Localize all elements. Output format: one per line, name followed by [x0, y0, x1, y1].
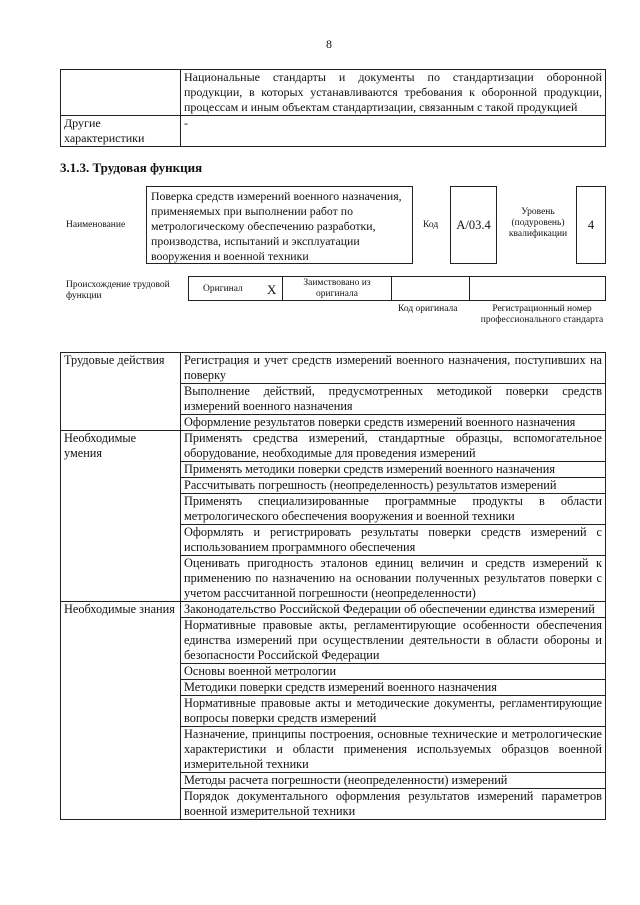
table-row [61, 431, 606, 462]
skill-item: Оформлять и регистрировать результаты поверки средств измерений с использованием программного обеспечения [181, 525, 606, 556]
section-title: 3.1.3. Трудовая функция [60, 160, 203, 175]
level-value: 4 [587, 218, 595, 232]
table-row [61, 602, 606, 618]
registration-number-caption: Регистрационный номер профессионального стандарта [480, 304, 604, 325]
original-mark: X [267, 282, 277, 297]
code-value-box [450, 186, 497, 264]
required-skills-label: Необходимые умения [61, 431, 181, 602]
origin-label: Происхождение трудовой функции [66, 280, 170, 301]
standards-text: Национальные стандарты и документы по стандартизации оборонной продукции, в которых устанавливаются требования к оборонной продукции, процессам и иным объектам стандартизации, связанным с такой продукцией [181, 70, 606, 116]
code-label: Код [423, 220, 439, 230]
empty-cell [61, 70, 181, 116]
level-label: Уровень (подуровень) квалификации [508, 207, 568, 239]
action-item: Оформление результатов поверки средств измерений военного назначения [181, 415, 606, 431]
skill-item: Применять средства измерений, стандартные образцы, вспомогательное оборудование, необходимые для проведения измерений [181, 431, 606, 462]
other-characteristics-label: Другие характеристики [61, 116, 181, 147]
action-item: Регистрация и учет средств измерений военного назначения, поступивших на поверку [181, 353, 606, 384]
knowledge-item: Назначение, принципы построения, основные технические и метрологические характеристики и области применения используемых образцов военной измерительной техники [181, 727, 606, 773]
other-characteristics-value: - [181, 116, 606, 147]
divider [282, 277, 283, 300]
knowledge-item: Методы расчета погрешности (неопределенности) измерений [181, 773, 606, 789]
skill-item: Применять методики поверки средств измерений военного назначения [181, 462, 606, 478]
table-row [61, 353, 606, 384]
action-item: Выполнение действий, предусмотренных методикой поверки средств измерений военного назначения [181, 384, 606, 415]
code-value: A/03.4 [456, 218, 491, 232]
origin-table [188, 276, 606, 301]
knowledge-item: Нормативные правовые акты, регламентирующие особенности обеспечения единства измерений при осуществлении деятельности в области обороны и безопасности Российской Федерации [181, 618, 606, 664]
skill-item: Рассчитывать погрешность (неопределенность) результатов измерений [181, 478, 606, 494]
divider [469, 277, 470, 300]
knowledge-item: Законодательство Российской Федерации об обеспечении единства измерений [181, 602, 606, 618]
table-row [61, 116, 606, 147]
code-original-caption: Код оригинала [398, 304, 458, 314]
skill-item: Применять специализированные программные продукты в области метрологического обеспечения вооружения и военной техники [181, 494, 606, 525]
knowledge-item: Порядок документального оформления результатов измерений параметров военной измерительной техники [181, 789, 606, 820]
table-row [61, 70, 606, 116]
skill-item: Оценивать пригодность эталонов единиц величин и средств измерений к применению по назначению на основании полученных результатов поверки с учетом рассчитанной погрешности (неопределенности) [181, 556, 606, 602]
knowledge-item: Нормативные правовые акты и методические документы, регламентирующие вопросы поверки средств измерений [181, 696, 606, 727]
labor-function-table [60, 352, 606, 820]
divider [391, 277, 392, 300]
name-label: Наименование [66, 220, 126, 230]
borrowed-label: Заимствовано из оригинала [303, 278, 371, 299]
knowledge-item: Основы военной метрологии [181, 664, 606, 680]
level-value-box [576, 186, 606, 264]
required-knowledge-label: Необходимые знания [61, 602, 181, 820]
top-characteristics-table [60, 69, 606, 147]
page-number: 8 [326, 37, 332, 51]
function-name-box [146, 186, 413, 264]
function-name-text: Поверка средств измерений военного назначения, применяемых при выполнении работ по метрологическому обеспечению разработки, производства, испытаний и эксплуатации вооружения и военной техники [151, 189, 402, 263]
knowledge-item: Методики поверки средств измерений военного назначения [181, 680, 606, 696]
original-label: Оригинал [203, 284, 243, 294]
labor-actions-label: Трудовые действия [61, 353, 181, 431]
